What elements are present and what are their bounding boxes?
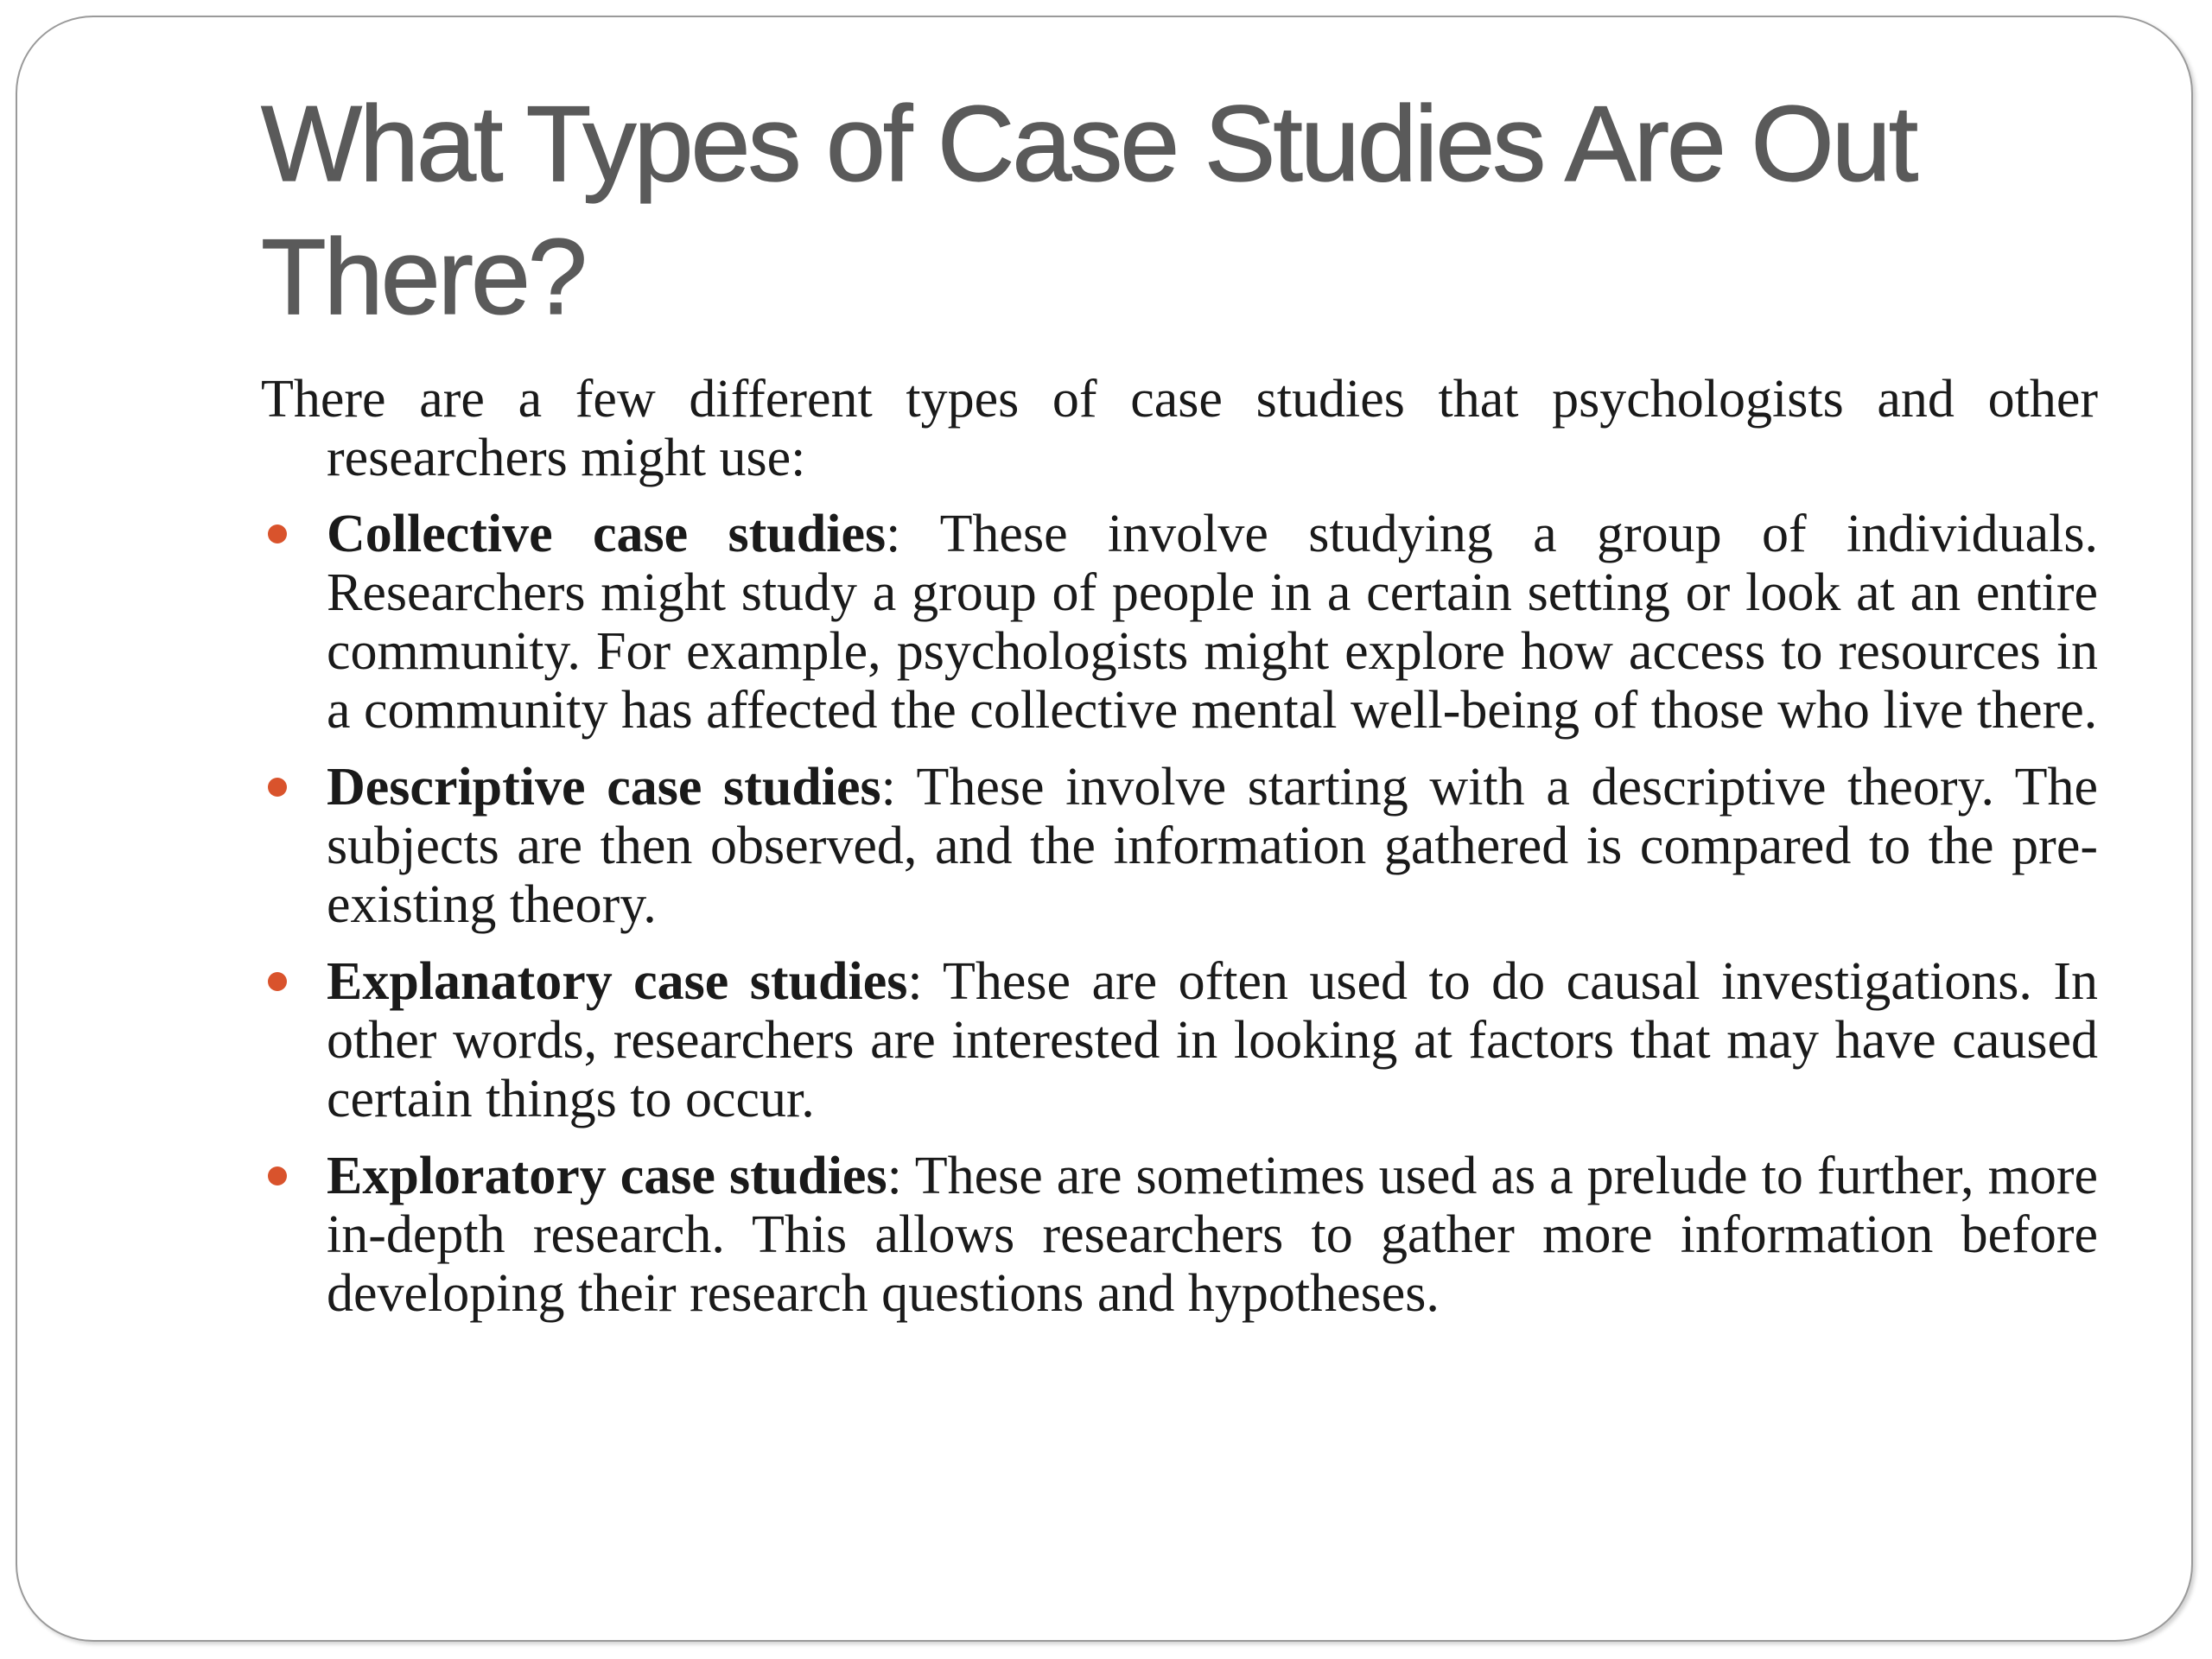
slide-frame [16, 16, 2193, 1642]
description-descriptive: These involve starting with a descriptive theory. The subjects are then observed, and the information gathered is compared to the pre-existing theory. [327, 758, 2098, 934]
bullet-dot-icon [268, 972, 287, 991]
description-exploratory: These are sometimes used as a prelude to further, more in-depth research. This allows researchers to gather more information before developing their research questions and hypotheses. [327, 1147, 2098, 1323]
term-explanatory: Explanatory case studies [327, 952, 908, 1011]
description-explanatory: These are often used to do causal investigations. In other words, researchers are interested in looking at factors that may have caused certain things to occur. [327, 952, 2099, 1128]
term-collective: Collective case studies [327, 505, 887, 563]
description-collective: These involve studying a group of individuals. Researchers might study a group of people in a certain setting or look at an entire community. For example, psychologists might explore how access to resources in a community has affected the collective mental well-being of those who live there. [327, 505, 2099, 740]
term-separator: : [880, 758, 917, 817]
list-item-explanatory [261, 952, 2098, 1128]
list-item-descriptive [261, 758, 2098, 934]
term-separator: : [886, 505, 940, 563]
bullet-dot-icon [268, 1166, 287, 1185]
bullet-dot-icon [268, 524, 287, 543]
slide-title: What Types of Case Studies Are Out There? [261, 85, 1916, 337]
bullet-dot-icon [268, 778, 287, 797]
term-descriptive: Descriptive case studies [327, 758, 881, 817]
term-separator: : [887, 1147, 915, 1205]
intro-paragraph: There are a few different types of case studies that psychologists and other researchers might use: [261, 370, 2098, 487]
case-study-type-list [261, 505, 2098, 1323]
list-item-exploratory [261, 1147, 2098, 1323]
term-exploratory: Exploratory case studies [327, 1147, 887, 1205]
list-item-collective [261, 505, 2098, 740]
slide-body [261, 370, 2098, 1341]
term-separator: : [907, 952, 943, 1011]
